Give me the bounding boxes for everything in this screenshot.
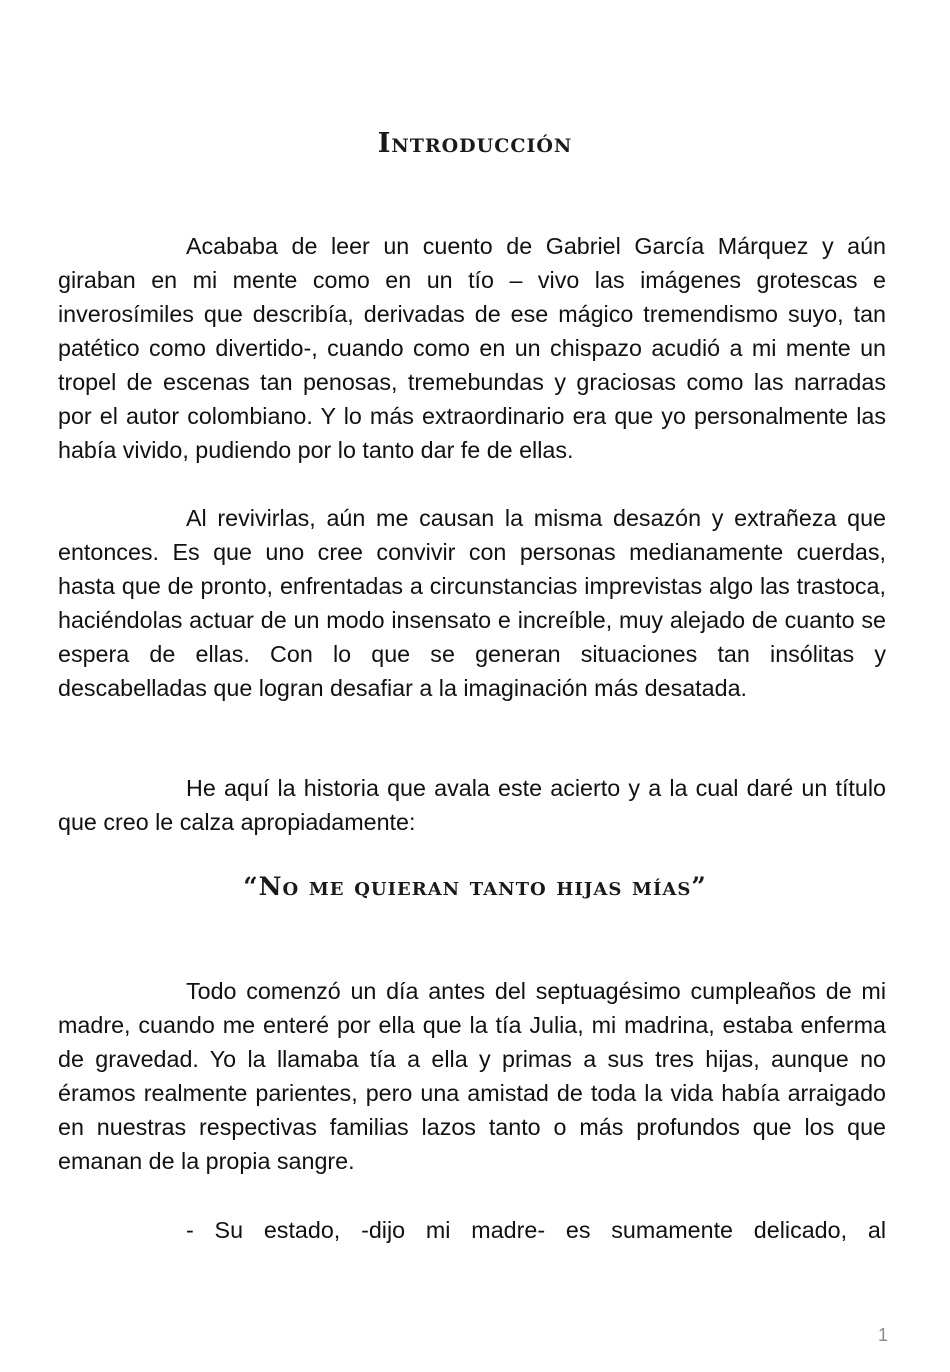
intro-paragraph-3: He aquí la historia que avala este acierto y a la cual daré un título que creo le calza apropiadamente: [58, 775, 886, 835]
story-paragraph-1: Todo comenzó un día antes del septuagésimo cumpleaños de mi madre, cuando me enteré por ella que la tía Julia, mi madrina, estaba enferma de gravedad. Yo la llamaba tía a ella y primas a sus tres hijas, aunque no éramos realmente parientes, pero una amistad de toda la vida había arraigado en nuestras respectivas familias lazos tanto o más profundos que los que emanan de la propia sangre. [58, 978, 886, 1174]
intro-heading: Introducción [377, 128, 573, 159]
story-title: “No me quieran tanto hijas mías” [243, 872, 707, 901]
page-number: 1 [877, 1325, 888, 1345]
story-paragraph-2: - Su estado, -dijo mi madre- es sumamente delicado, al [186, 1217, 886, 1243]
intro-paragraph-2: Al revivirlas, aún me causan la misma desazón y extrañeza que entonces. Es que uno cree convivir con personas medianamente cuerdas, hasta que de pronto, enfrentadas a circunstancias imprevistas algo las trastoca, haciéndolas actuar de un modo insensato e increíble, muy alejado de cuanto se espera de ellas. Con lo que se generan situaciones tan insólitas y descabelladas que logran desafiar a la imaginación más desatada. [58, 505, 886, 701]
intro-paragraph-1: Acababa de leer un cuento de Gabriel García Márquez y aún giraban en mi mente como en un tío – vivo las imágenes grotescas e inverosímiles que describía, derivadas de ese mágico tremendismo suyo, tan patético como divertido-, cuando como en un chispazo acudió a mi mente un tropel de escenas tan penosas, tremebundas y graciosas como las narradas por el autor colombiano. Y lo más extraordinario era que yo personalmente las había vivido, pudiendo por lo tanto dar fe de ellas. [58, 233, 886, 463]
